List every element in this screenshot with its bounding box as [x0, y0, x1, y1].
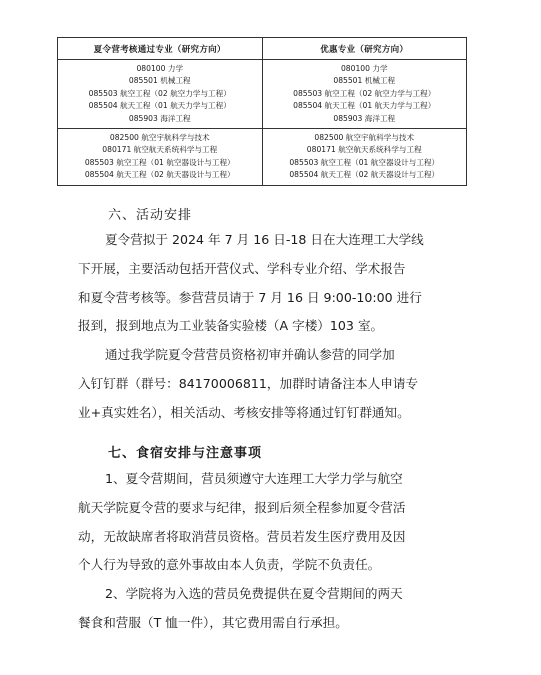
- table-header-cell: 优惠专业（研究方向）: [262, 38, 467, 60]
- paragraph-line: 和夏令营考核等。参营营员请于 7 月 16 日 9:00-10:00 进行: [78, 289, 422, 305]
- section-7-paragraph-2: [78, 580, 478, 638]
- table-cell: [58, 60, 263, 129]
- section-6-paragraph-2: [78, 341, 478, 427]
- major-entry: 085503 航空工程（02 航空力学与工程）: [88, 88, 231, 98]
- major-entry: 080100 力学: [340, 64, 388, 73]
- major-entry: 085504 航天工程（02 航天器设计与工程）: [84, 170, 235, 180]
- major-entry: 085903 海洋工程: [333, 113, 396, 123]
- major-entry: 080171 航空航天系统科学与工程: [306, 145, 422, 155]
- major-entry: 085903 海洋工程: [128, 113, 191, 123]
- paragraph-line: 2、学院将为入选的营员免费提供在夏令营期间的两天: [105, 586, 403, 601]
- table-header-cell: 夏令营考核通过专业（研究方向）: [58, 38, 263, 60]
- table-cell: [262, 129, 467, 186]
- section-7-heading: 七、食宿安排与注意事项: [108, 446, 263, 461]
- major-entry: 082500 航空宇航科学与技术: [109, 133, 210, 143]
- major-entry: 085501 机械工程: [333, 76, 396, 86]
- section-6-heading: 六、活动安排: [108, 208, 193, 223]
- paragraph-line: 下开展，主要活动包括开营仪式、学科专业介绍、学术报告: [78, 260, 406, 276]
- majors-table: [57, 37, 467, 186]
- major-entry: 080100 力学: [136, 64, 184, 73]
- paragraph-line: 航天学院夏令营的要求与纪律，报到后须全程参加夏令营活: [78, 499, 406, 515]
- table-row: [58, 60, 467, 129]
- section-6-paragraph-1: [78, 226, 478, 341]
- paragraph-line: 业+真实姓名），相关活动、考核安排等将通过钉钉群通知。: [78, 404, 410, 420]
- major-entry: 082500 航空宇航科学与技术: [314, 133, 415, 143]
- major-entry: 085501 机械工程: [128, 76, 191, 86]
- paragraph-line: 餐食和营服（T 恤一件），其它费用需自行承担。: [78, 614, 348, 630]
- table-cell: [58, 129, 263, 186]
- major-entry: 085504 航天工程（01 航天力学与工程）: [88, 101, 231, 111]
- table-cell: [262, 60, 467, 129]
- paragraph-line: 夏令营拟于 2024 年 7 月 16 日-18 日在大连理工大学线: [105, 232, 424, 247]
- paragraph-line: 通过我学院夏令营营员资格初审并确认参营的同学加: [105, 347, 395, 362]
- paragraph-line: 入钉钉群（群号：84170006811，加群时请备注本人申请专: [78, 375, 419, 391]
- table-header-row: [58, 38, 467, 60]
- major-entry: 085503 航空工程（01 航空器设计与工程）: [84, 157, 235, 167]
- paragraph-line: 1、夏令营期间，营员须遵守大连理工大学力学与航空: [105, 471, 403, 486]
- paragraph-line: 报到，报到地点为工业装备实验楼（A 字楼）103 室。: [78, 318, 384, 334]
- major-entry: 085504 航天工程（01 航天力学与工程）: [293, 101, 436, 111]
- paragraph-line: 个人行为导致的意外事故由本人负责，学院不负责任。: [78, 557, 381, 573]
- major-entry: 085503 航空工程（02 航空力学与工程）: [293, 88, 436, 98]
- paragraph-line: 动，无故缺席者将取消营员资格。营员若发生医疗费用及因: [78, 528, 406, 544]
- table-row: [58, 129, 467, 186]
- major-entry: 080171 航空航天系统科学与工程: [102, 145, 218, 155]
- major-entry: 085503 航空工程（01 航空器设计与工程）: [289, 157, 440, 167]
- major-entry: 085504 航天工程（02 航天器设计与工程）: [289, 170, 440, 180]
- section-7-paragraph-1: [78, 465, 478, 580]
